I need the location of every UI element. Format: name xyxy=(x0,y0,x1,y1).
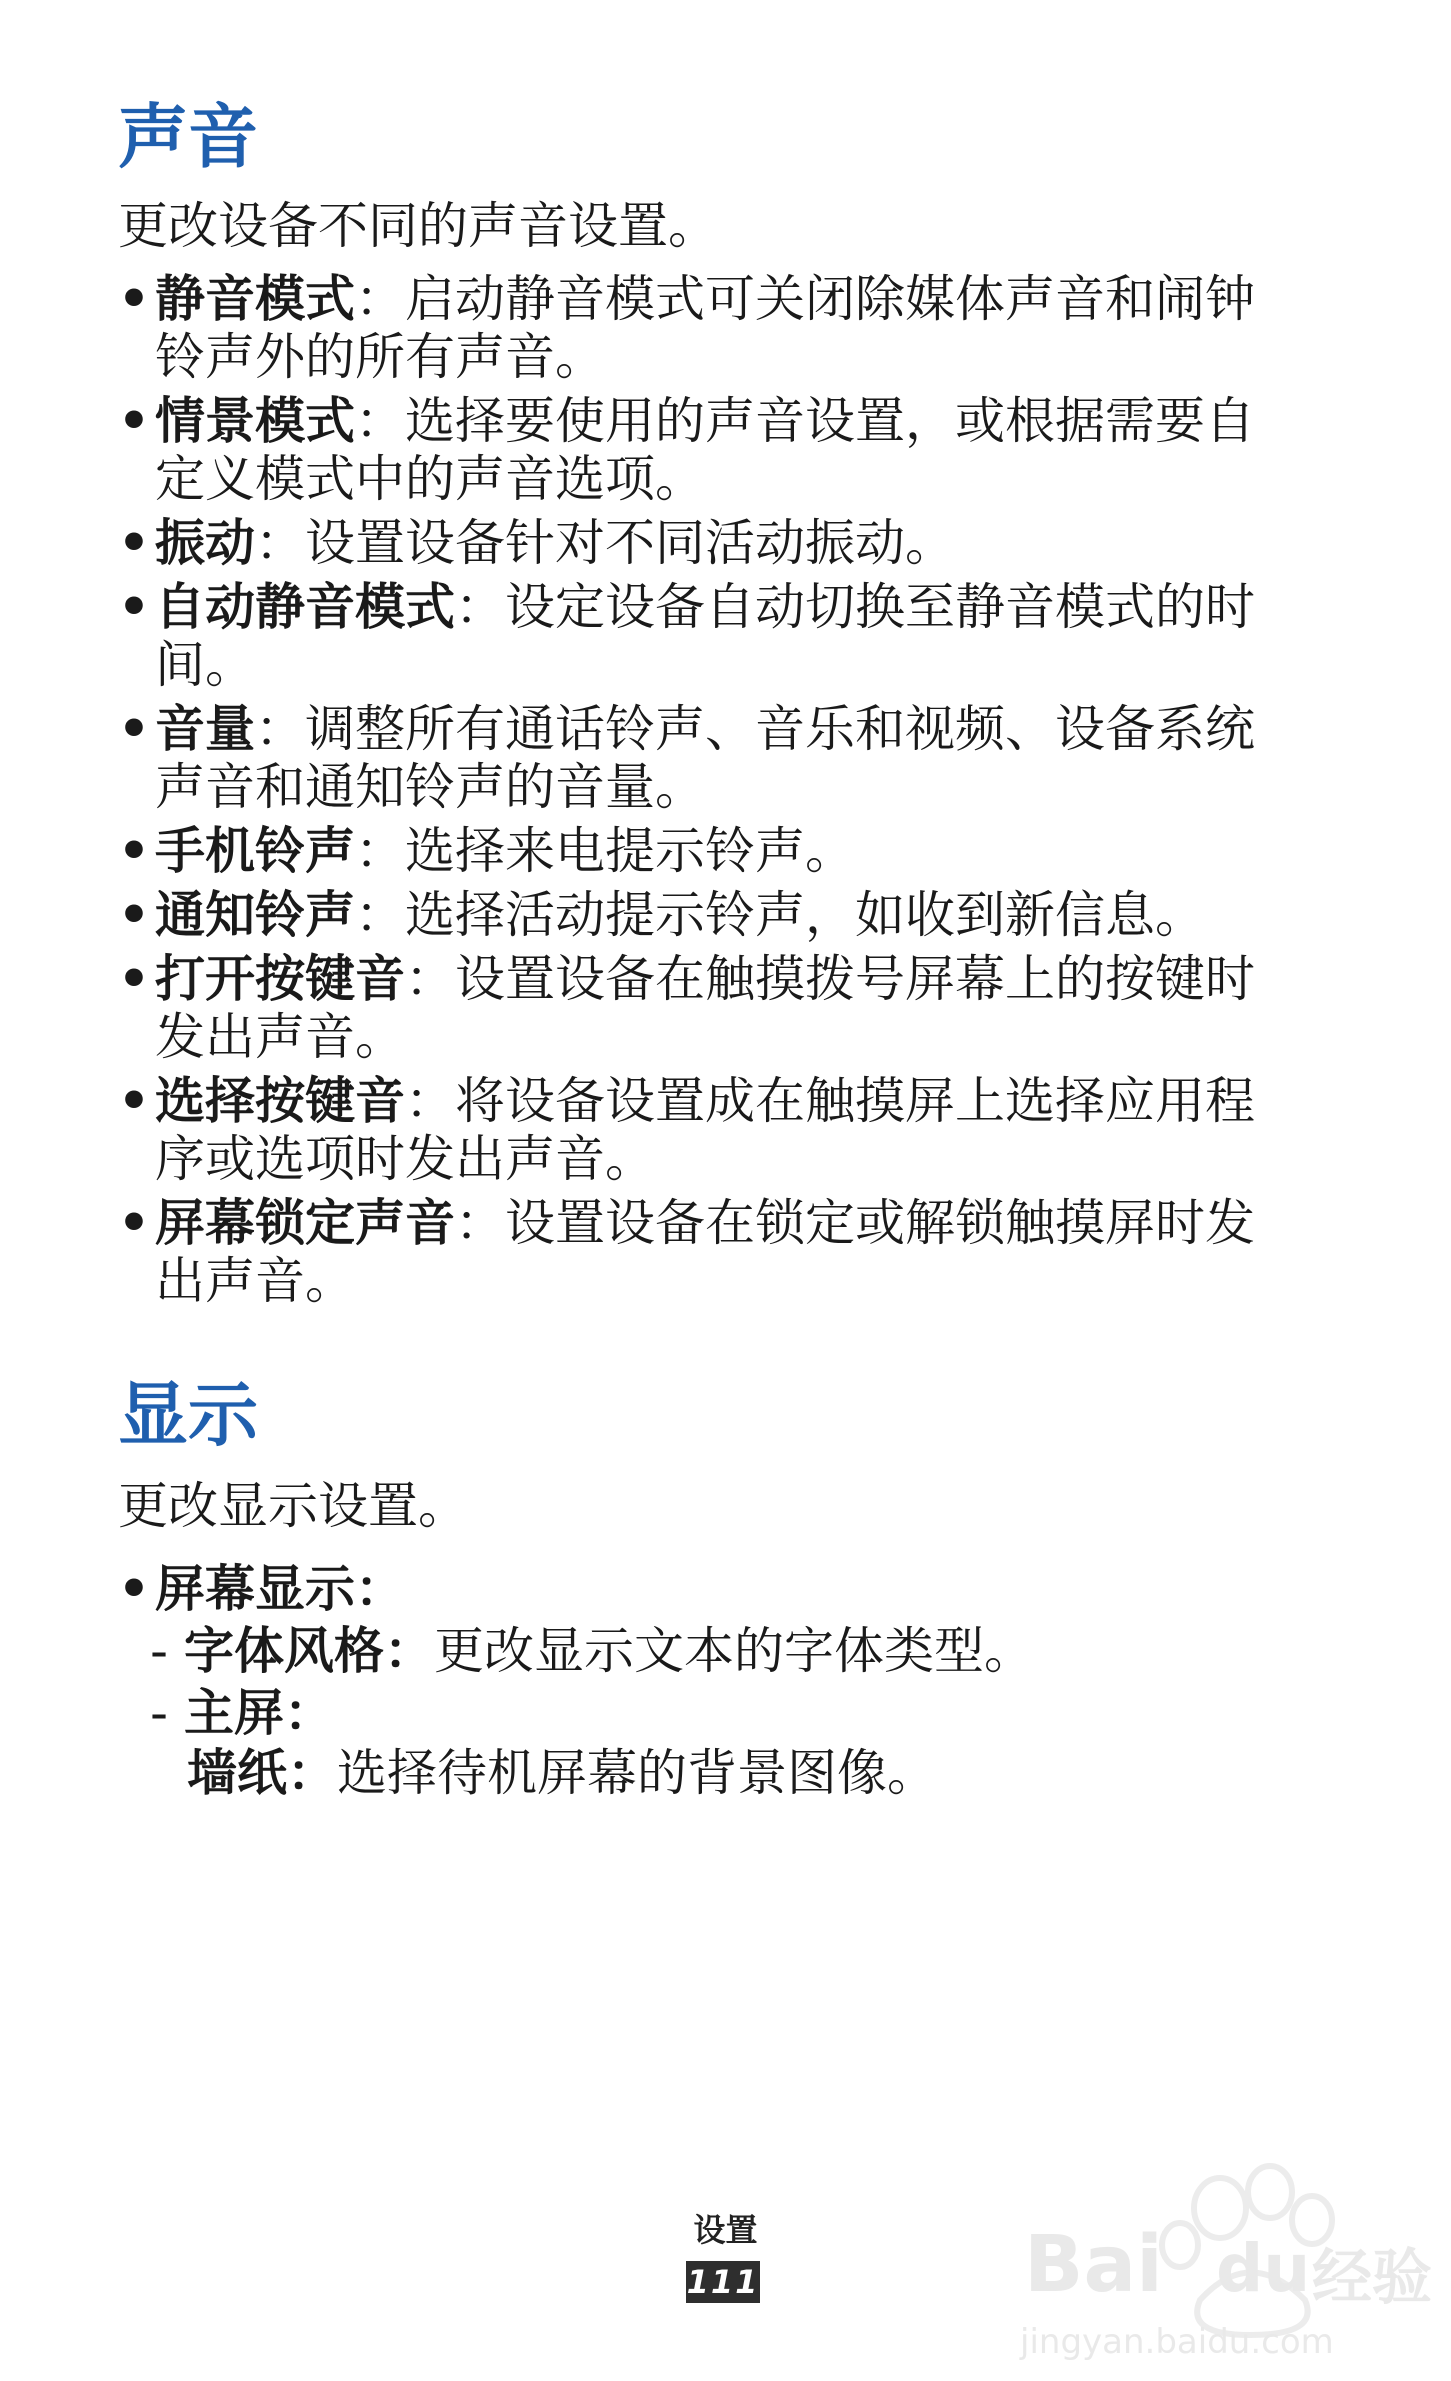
section-intro-sound: 更改设备不同的声音设置。 xyxy=(118,197,718,255)
item-term: 静音模式 xyxy=(155,270,355,328)
bullet-icon: • xyxy=(118,700,150,758)
section-title-sound: 声音 xyxy=(118,96,258,178)
item-description: 设定设备自动切换至静音模式的时 xyxy=(505,578,1255,636)
item-term: 打开按键音 xyxy=(155,950,405,1008)
item-line xyxy=(155,1072,1310,1130)
item-term: 音量 xyxy=(155,700,255,758)
item-line xyxy=(155,950,1310,1008)
item-term: 自动静音模式 xyxy=(155,578,455,636)
term-separator: ： xyxy=(255,514,305,572)
display-subitem-font xyxy=(150,1622,1034,1680)
bullet-icon: • xyxy=(118,270,150,328)
page-number: 111 xyxy=(686,2263,760,2301)
item-term: 屏幕锁定声音 xyxy=(155,1194,455,1252)
footer-section-name: 设置 xyxy=(693,2211,758,2249)
term-separator: ： xyxy=(405,950,455,1008)
term-separator: ： xyxy=(255,700,305,758)
item-line xyxy=(155,822,1310,880)
term-wallpaper: 墙纸 xyxy=(187,1744,287,1802)
term-separator: ： xyxy=(455,578,505,636)
term-separator: ： xyxy=(283,1684,334,1742)
display-subitem-wallpaper xyxy=(187,1744,937,1802)
term-separator: ： xyxy=(355,392,405,450)
term-separator: ： xyxy=(383,1622,434,1680)
item-line xyxy=(155,700,1310,758)
bullet-icon: • xyxy=(118,392,150,450)
item-description-cont: 出声音。 xyxy=(155,1252,355,1310)
item-description: 选择来电提示铃声。 xyxy=(405,822,855,880)
bullet-icon: • xyxy=(118,514,150,572)
item-line xyxy=(155,886,1310,944)
item-description: 选择活动提示铃声，如收到新信息。 xyxy=(405,886,1205,944)
desc-wallpaper: 选择待机屏幕的背景图像。 xyxy=(337,1744,937,1802)
bullet-icon: • xyxy=(118,1072,150,1130)
item-description-cont: 声音和通知铃声的音量。 xyxy=(155,758,705,816)
item-term: 选择按键音 xyxy=(155,1072,405,1130)
item-description: 设置设备在锁定或解锁触摸屏时发 xyxy=(505,1194,1255,1252)
watermark-cn: 经验 xyxy=(1312,2243,1432,2313)
item-description: 设置设备针对不同活动振动。 xyxy=(305,514,955,572)
term-separator: ： xyxy=(355,1560,405,1618)
item-description: 调整所有通话铃声、音乐和视频、设备系统 xyxy=(305,700,1255,758)
term-separator: ： xyxy=(455,1194,505,1252)
bullet-icon: • xyxy=(118,822,150,880)
section-title-display: 显示 xyxy=(118,1374,258,1456)
term-separator: ： xyxy=(355,822,405,880)
dash-icon: - xyxy=(150,1684,169,1742)
item-term: 通知铃声 xyxy=(155,886,355,944)
display-subitem-home xyxy=(150,1684,334,1742)
item-line xyxy=(155,578,1310,636)
term-separator: ： xyxy=(355,886,405,944)
item-term: 振动 xyxy=(155,514,255,572)
watermark-url: jingyan.baidu.com xyxy=(1020,2322,1334,2362)
bullet-icon: • xyxy=(118,886,150,944)
item-description-cont: 间。 xyxy=(155,636,255,694)
item-description-cont: 发出声音。 xyxy=(155,1008,405,1066)
item-line xyxy=(155,514,1310,572)
bullet-icon: • xyxy=(118,950,150,1008)
watermark-brand-du: du xyxy=(1216,2230,1311,2307)
term-screen-display: 屏幕显示 xyxy=(155,1560,355,1618)
term-separator: ： xyxy=(355,270,405,328)
bullet-icon: • xyxy=(118,578,150,636)
desc-font-style: 更改显示文本的字体类型。 xyxy=(433,1622,1034,1680)
item-line xyxy=(155,270,1310,328)
item-description-cont: 铃声外的所有声音。 xyxy=(155,328,605,386)
term-separator: ： xyxy=(287,1744,337,1802)
item-term: 情景模式 xyxy=(155,392,355,450)
watermark-brand: Bai xyxy=(1024,2220,1163,2310)
item-line xyxy=(155,392,1310,450)
bullet-icon: • xyxy=(118,1560,150,1618)
item-description-cont: 定义模式中的声音选项。 xyxy=(155,450,705,508)
term-separator: ： xyxy=(405,1072,455,1130)
dash-icon: - xyxy=(150,1622,169,1680)
term-home-screen: 主屏 xyxy=(183,1684,284,1742)
item-description-cont: 序或选项时发出声音。 xyxy=(155,1130,655,1188)
baidu-watermark xyxy=(1020,2150,1440,2370)
item-description: 启动静音模式可关闭除媒体声音和闹钟 xyxy=(405,270,1255,328)
term-font-style: 字体风格 xyxy=(183,1622,384,1680)
display-item-text xyxy=(155,1560,1310,1618)
item-term: 手机铃声 xyxy=(155,822,355,880)
item-description: 选择要使用的声音设置，或根据需要自 xyxy=(405,392,1255,450)
bullet-icon: • xyxy=(118,1194,150,1252)
item-description: 将设备设置成在触摸屏上选择应用程 xyxy=(455,1072,1255,1130)
item-line xyxy=(155,1194,1310,1252)
section-intro-display: 更改显示设置。 xyxy=(118,1477,468,1535)
item-description: 设置设备在触摸拨号屏幕上的按键时 xyxy=(455,950,1255,1008)
